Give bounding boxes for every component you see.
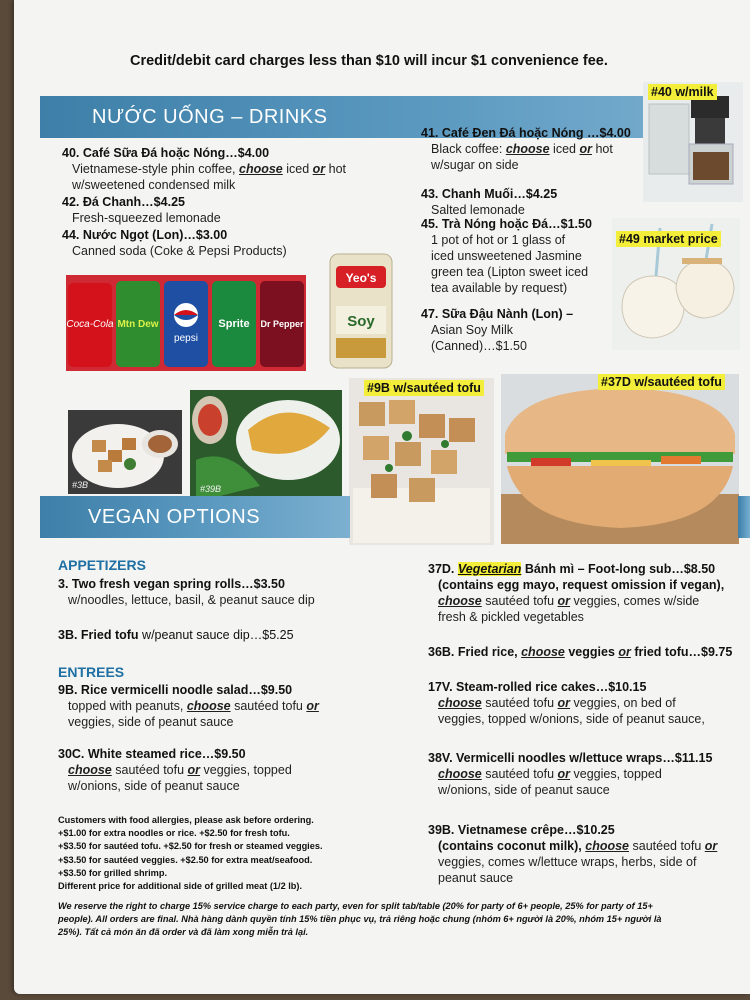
vegan-9b-desc-a: topped with peanuts,: [68, 699, 187, 713]
drink-47: [421, 306, 621, 354]
or-emphasis: or: [579, 142, 592, 156]
vegan-38v-desc: [428, 766, 738, 782]
vegan-9b-title: 9B. Rice vermicelli noodle salad…$9.50: [58, 683, 293, 697]
drink-40-desc: [62, 161, 402, 177]
drink-42: [62, 194, 402, 226]
vegan-9b-desc-c: sautéed tofu: [230, 699, 307, 713]
drink-41-title: 41. Café Đen Đá hoặc Nóng …$4.00: [421, 126, 631, 140]
vegan-band-edge: [738, 496, 750, 538]
vegan-36b-c: veggies: [564, 645, 619, 659]
notes-block: [58, 814, 398, 893]
policy-line: We reserve the right to charge 15% service charge to each party, even for split tab/table (20% for party of 6+ people, 25% for party of 15+: [58, 901, 653, 911]
vegan-17v-desc-2: veggies, topped w/onions, side of peanut sauce,: [438, 712, 705, 726]
drink-43-desc: Salted lemonade: [431, 203, 525, 217]
vegan-header-band: [40, 496, 350, 538]
vegan-3-desc: w/noodles, lettuce, basil, & peanut sauce dip: [68, 593, 315, 607]
vegan-17v-desc-b: sautéed tofu: [481, 696, 558, 710]
vegan-3b-title: 3B. Fried tofu: [58, 628, 139, 642]
pepsi-label: pepsi: [174, 333, 198, 344]
vegan-38v: [428, 750, 738, 798]
policy-line: people). All orders are final. Nhà hàng dành quyền tính 15% tiền phục vụ, trả riêng hoặc chung (nhóm 6+ người là 20%, nhóm 15+ người là: [58, 914, 662, 925]
vegan-38v-desc-2: w/onions, side of peanut sauce: [438, 783, 610, 797]
vegan-9b-desc-2: veggies, side of peanut sauce: [68, 715, 234, 729]
yeos-label: Yeo's: [345, 271, 377, 285]
drink-47-desc-2: (Canned)…$1.50: [431, 339, 527, 353]
drink-41-desc-e: hot: [591, 142, 613, 156]
vegan-39b: [428, 822, 738, 886]
or-emphasis: or: [704, 839, 718, 853]
vegan-39b-desc-2: veggies, comes w/lettuce wraps, herbs, side of: [438, 855, 697, 869]
drink-43: [421, 186, 621, 218]
appetizers-heading: APPETIZERS: [58, 557, 146, 573]
choose-emphasis: choose: [68, 763, 112, 777]
vegan-30c-desc-b: sautéed tofu: [111, 763, 188, 777]
policy-line: 25%). Tất cả món ăn đã order và đã làm xong miễn trả lại.: [58, 927, 309, 938]
choose-emphasis: choose: [186, 699, 231, 713]
choose-emphasis: choose: [438, 767, 482, 781]
label-39b: #39B: [200, 484, 222, 494]
noodle-salad-photo: [349, 378, 494, 545]
dew-label: Mtn Dew: [117, 319, 159, 330]
vegan-17v-desc-d: veggies, on bed of: [570, 696, 676, 710]
choose-emphasis: choose: [585, 839, 630, 853]
note-line: Customers with food allergies, please ask before ordering.: [58, 815, 314, 825]
fee-notice: Credit/debit card charges less than $10 will incur $1 convenience fee.: [130, 53, 608, 69]
tag-40-milk: #40 w/milk: [648, 84, 717, 100]
choose-emphasis: choose: [438, 696, 482, 710]
note-line: Different price for additional side of grilled meat (1/2 lb).: [58, 881, 303, 892]
vegan-37d-num: 37D.: [428, 562, 458, 576]
vegan-17v-desc: [428, 695, 738, 711]
vegan-38v-desc-d: veggies, topped: [570, 767, 662, 781]
drink-40-desc-c: iced: [282, 162, 313, 176]
or-emphasis: or: [306, 699, 319, 713]
drink-40: [62, 145, 402, 193]
service-charge-policy: [58, 900, 740, 940]
drink-45-title: 45. Trà Nóng hoặc Đá…$1.50: [421, 217, 592, 231]
drinks-header: NƯỚC UỐNG – DRINKS: [92, 106, 328, 128]
drink-40-desc-e: hot: [325, 162, 347, 176]
drink-41: [421, 125, 636, 173]
note-line: +$3.50 for sautéed tofu. +$2.50 for fresh or steamed veggies.: [58, 841, 323, 852]
drink-40-desc-2: w/sweetened condensed milk: [72, 178, 236, 192]
soy-can-photo: [328, 252, 394, 370]
vegan-30c: [58, 746, 418, 794]
vegan-36b-e: fried tofu…$9.75: [630, 645, 733, 659]
vegan-38v-desc-b: sautéed tofu: [481, 767, 558, 781]
vegan-39b-note: (contains coconut milk),: [438, 839, 586, 853]
drink-47-desc-1: Asian Soy Milk: [431, 323, 513, 337]
vegan-37d-note: (contains egg mayo, request omission if vegan),: [438, 578, 725, 592]
vegan-37d-desc-b: sautéed tofu: [481, 594, 558, 608]
drink-41-desc-2: w/sugar on side: [431, 158, 519, 172]
vegan-3b-rest: w/peanut sauce dip…$5.25: [138, 628, 294, 642]
vegan-38v-title: 38V. Vermicelli noodles w/lettuce wraps…$11.15: [428, 751, 713, 765]
vegan-36b: [428, 644, 738, 660]
coke-label: Coca-Cola: [66, 319, 114, 330]
vegan-39b-desc-3: peanut sauce: [438, 871, 514, 885]
sprite-label: Sprite: [218, 318, 250, 330]
or-emphasis: or: [187, 763, 201, 777]
drink-45-desc-3: green tea (Lipton sweet iced: [431, 265, 589, 279]
drink-45-desc-2: iced unsweetened Jasmine: [431, 249, 582, 263]
drink-45-desc-1: 1 pot of hot or 1 glass of: [431, 233, 566, 247]
vegan-37d-desc-3: fresh & pickled vegetables: [438, 610, 584, 624]
vegan-37d-desc-d: veggies, comes w/side: [570, 594, 700, 608]
drink-41-desc: [421, 141, 636, 157]
banh-mi-photo: [501, 374, 739, 544]
drpepper-label: Dr Pepper: [260, 319, 304, 329]
drink-47-title: 47. Sữa Đậu Nành (Lon) –: [421, 307, 574, 321]
vegan-37d-title: Bánh mì – Foot-long sub…$8.50: [521, 562, 716, 576]
drink-41-desc-c: iced: [549, 142, 580, 156]
note-line: +$1.00 for extra noodles or rice. +$2.50 for fresh tofu.: [58, 828, 290, 839]
vegan-30c-desc: [58, 762, 418, 778]
or-emphasis: or: [557, 696, 571, 710]
choose-emphasis: choose: [521, 645, 565, 659]
vegan-39b-desc: [428, 838, 738, 854]
vegan-30c-title: 30C. White steamed rice…$9.50: [58, 747, 246, 761]
choose-emphasis: choose: [505, 142, 550, 156]
vegan-header: VEGAN OPTIONS: [88, 506, 261, 528]
vegan-3-title: 3. Two fresh vegan spring rolls…$3.50: [58, 577, 285, 591]
vegan-39b-title: 39B. Vietnamese crêpe…$10.25: [428, 823, 615, 837]
tag-49-market-price: #49 market price: [616, 231, 721, 247]
drink-44-title: 44. Nước Ngọt (Lon)…$3.00: [62, 228, 228, 242]
drink-42-title: 42. Đá Chanh…$4.25: [62, 195, 185, 209]
note-line: +$3.50 for sautéed veggies. +$2.50 for extra meat/seafood.: [58, 854, 313, 865]
drink-42-desc: Fresh-squeezed lemonade: [72, 211, 221, 225]
label-3b: #3B: [72, 480, 89, 490]
tag-9b-tofu: #9B w/sautéed tofu: [364, 380, 484, 396]
choose-emphasis: choose: [239, 162, 283, 176]
soda-cans-photo: [66, 275, 306, 371]
vegan-3b: [58, 627, 418, 643]
drink-40-title: 40. Café Sữa Đá hoặc Nóng…$4.00: [62, 146, 270, 160]
vegan-9b-desc: [58, 698, 418, 714]
choose-emphasis: choose: [438, 594, 482, 608]
vegan-37d: [428, 561, 738, 625]
vegan-36b-title: 36B. Fried rice,: [428, 645, 522, 659]
or-emphasis: or: [557, 594, 571, 608]
or-emphasis: or: [312, 162, 326, 176]
drink-41-desc-a: Black coffee:: [431, 142, 506, 156]
vegan-9b: [58, 682, 418, 730]
drink-44-desc: Canned soda (Coke & Pepsi Products): [72, 244, 287, 258]
or-emphasis: or: [618, 645, 631, 659]
tag-37d-tofu: #37D w/sautéed tofu: [598, 374, 725, 390]
entrees-heading: ENTREES: [58, 664, 125, 680]
vegan-37d-desc: [428, 593, 738, 609]
vegan-17v: [428, 679, 738, 727]
note-line: +$3.50 for grilled shrimp.: [58, 867, 168, 878]
vegan-39b-desc-c: sautéed tofu: [629, 839, 705, 853]
vegan-17v-title: 17V. Steam-rolled rice cakes…$10.15: [428, 680, 647, 694]
drink-43-title: 43. Chanh Muối…$4.25: [421, 187, 558, 201]
coffee-photo: [643, 82, 743, 202]
vegan-30c-desc-d: veggies, topped: [200, 763, 292, 777]
vegetarian-highlight: Vegetarian: [457, 562, 522, 576]
drink-45-desc-4: tea available by request): [431, 281, 568, 295]
soy-label: Soy: [347, 313, 375, 330]
drink-45: [421, 216, 621, 296]
drink-40-desc-a: Vietnamese-style phin coffee,: [72, 162, 239, 176]
or-emphasis: or: [557, 767, 571, 781]
vegan-30c-desc-2: w/onions, side of peanut sauce: [68, 779, 240, 793]
vegan-3: [58, 576, 418, 608]
